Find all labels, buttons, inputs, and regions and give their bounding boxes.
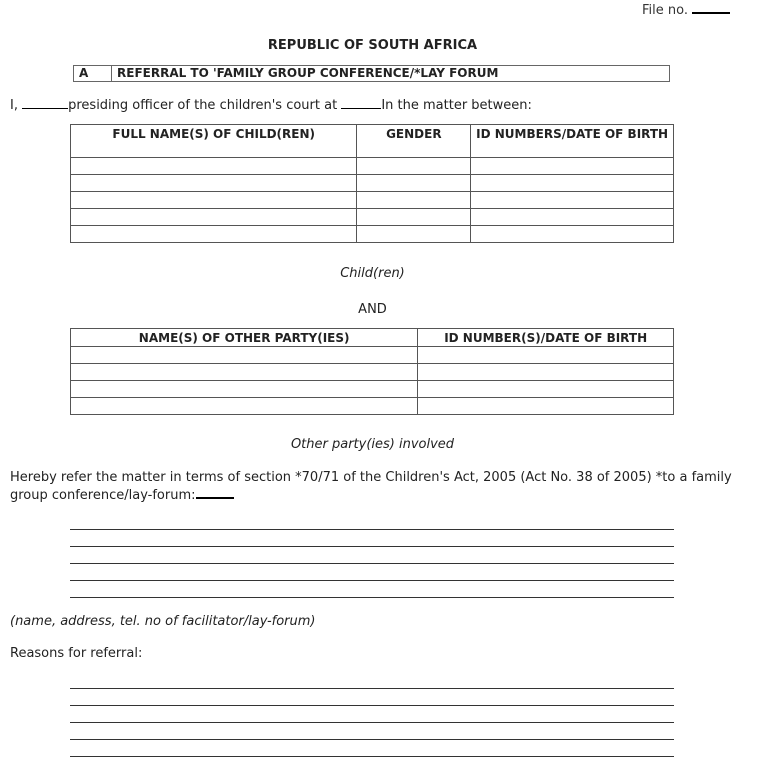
intro-middle: presiding officer of the children's court at — [68, 98, 338, 113]
referral-paragraph — [10, 469, 750, 505]
table-row — [71, 209, 674, 226]
party-name-cell[interactable] — [71, 347, 418, 364]
children-caption: Child(ren) — [340, 266, 405, 281]
party-id-cell[interactable] — [418, 364, 674, 381]
column-header-party-id: ID NUMBER(S)/DATE OF BIRTH — [418, 329, 674, 347]
table-row — [71, 381, 674, 398]
table-row — [71, 364, 674, 381]
table-row — [71, 192, 674, 209]
child-name-cell[interactable] — [71, 158, 357, 175]
party-name-cell[interactable] — [71, 364, 418, 381]
column-header-child-id: ID NUMBERS/DATE OF BIRTH — [471, 125, 674, 158]
reasons-label: Reasons for referral: — [10, 646, 143, 661]
other-parties-caption: Other party(ies) involved — [290, 437, 455, 452]
party-id-cell[interactable] — [418, 347, 674, 364]
facilitator-line[interactable] — [70, 529, 674, 530]
party-name-cell[interactable] — [71, 381, 418, 398]
gender-cell[interactable] — [357, 158, 471, 175]
officer-name-field[interactable] — [22, 107, 68, 109]
child-id-cell[interactable] — [471, 158, 674, 175]
facilitator-line[interactable] — [70, 580, 674, 581]
section-heading: REFERRAL TO 'FAMILY GROUP CONFERENCE/*LAY FORUM — [117, 66, 499, 80]
child-id-cell[interactable] — [471, 175, 674, 192]
lay-forum-field[interactable] — [196, 496, 234, 499]
intro-suffix: In the matter between: — [381, 98, 532, 113]
reasons-line[interactable] — [70, 688, 674, 689]
child-name-cell[interactable] — [71, 226, 357, 243]
child-name-cell[interactable] — [71, 175, 357, 192]
gender-cell[interactable] — [357, 192, 471, 209]
referral-text: Hereby refer the matter in terms of section *70/71 of the Children's Act, 2005 (Act No. 38 of 2005) *to a family group conference/lay-forum: — [10, 470, 732, 503]
party-id-cell[interactable] — [418, 381, 674, 398]
children-table — [70, 124, 674, 243]
facilitator-line[interactable] — [70, 597, 674, 598]
children-table-header — [71, 125, 674, 158]
facilitator-line[interactable] — [70, 563, 674, 564]
and-label: AND — [358, 302, 387, 317]
party-name-cell[interactable] — [71, 398, 418, 415]
section-letter: A — [74, 66, 112, 81]
table-row — [71, 226, 674, 243]
table-row — [71, 175, 674, 192]
intro-line — [10, 98, 532, 113]
file-number — [642, 3, 730, 18]
child-id-cell[interactable] — [471, 192, 674, 209]
child-id-cell[interactable] — [471, 226, 674, 243]
column-header-child-name: FULL NAME(S) OF CHILD(REN) — [71, 125, 357, 158]
file-number-label: File no. — [642, 3, 688, 18]
section-heading-box — [73, 65, 670, 82]
table-row — [71, 398, 674, 415]
facilitator-line[interactable] — [70, 546, 674, 547]
reasons-line[interactable] — [70, 756, 674, 757]
other-parties-table — [70, 328, 674, 415]
facilitator-note: (name, address, tel. no of facilitator/lay-forum) — [10, 614, 316, 629]
child-id-cell[interactable] — [471, 209, 674, 226]
court-location-field[interactable] — [341, 107, 381, 109]
reasons-line[interactable] — [70, 722, 674, 723]
reasons-line[interactable] — [70, 705, 674, 706]
child-name-cell[interactable] — [71, 209, 357, 226]
party-id-cell[interactable] — [418, 398, 674, 415]
parties-table-header — [71, 329, 674, 347]
file-number-field[interactable] — [692, 11, 730, 14]
gender-cell[interactable] — [357, 175, 471, 192]
child-name-cell[interactable] — [71, 192, 357, 209]
table-row — [71, 347, 674, 364]
reasons-line[interactable] — [70, 739, 674, 740]
column-header-party-name: NAME(S) OF OTHER PARTY(IES) — [71, 329, 418, 347]
table-row — [71, 158, 674, 175]
document-title: REPUBLIC OF SOUTH AFRICA — [267, 38, 478, 53]
column-header-gender: GENDER — [357, 125, 471, 158]
gender-cell[interactable] — [357, 226, 471, 243]
intro-prefix: I, — [10, 98, 18, 113]
gender-cell[interactable] — [357, 209, 471, 226]
